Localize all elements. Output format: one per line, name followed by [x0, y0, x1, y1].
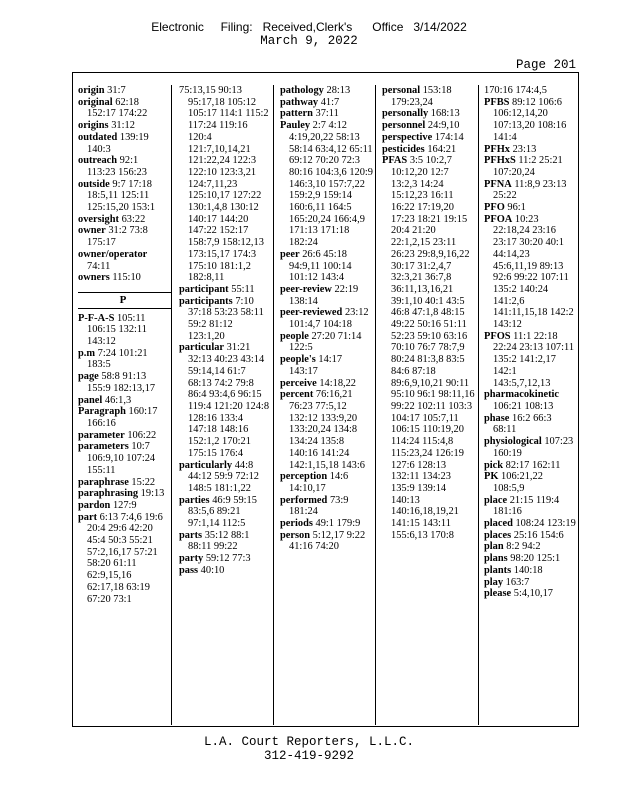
index-term: personal: [382, 85, 421, 96]
index-term: PFNA: [484, 178, 512, 190]
index-term: people: [280, 330, 309, 342]
index-entry: [179, 284, 271, 296]
index-entry: [484, 202, 576, 214]
index-term: pass: [179, 564, 199, 576]
index-term: percent: [280, 389, 314, 401]
index-column-1: [78, 85, 172, 725]
index-term: PK: [484, 471, 499, 483]
index-entry: [382, 108, 476, 120]
index-entry: [78, 249, 169, 272]
index-term: pharmacokinetic: [484, 389, 560, 401]
index-references: 62:18 152:17 174:22: [87, 96, 148, 120]
index-term: perceive: [280, 377, 317, 389]
index-references: 19:13: [140, 488, 165, 500]
index-term: pick: [484, 459, 504, 471]
index-references: 23:13: [512, 143, 537, 155]
index-references: 11:8,9 23:13 25:22: [493, 178, 567, 202]
index-references: 11:1 22:18 22:24 23:13 107:11 135:2 141:2,17 142:1 143:5,7,12,13: [493, 330, 575, 389]
index-term: outreach: [78, 155, 118, 167]
index-term: perspective: [382, 131, 433, 143]
index-entry: [78, 214, 169, 226]
index-entry: [484, 460, 576, 472]
transcript-date: March 9, 2022: [260, 34, 358, 48]
index-references: 140:18: [513, 564, 543, 576]
index-term: people's: [280, 354, 316, 366]
index-term: origin: [78, 85, 105, 96]
index-references: 41:7: [320, 96, 340, 108]
index-term: plants: [484, 564, 512, 576]
index-references: 44:8 44:12 59:9 72:12 148:5 181:1,22: [188, 459, 260, 494]
index-term: participant: [179, 283, 229, 295]
index-term: parameter: [78, 429, 125, 441]
index-references: 46:9 59:15 83:5,6 89:21 97:1,14 112:5: [188, 494, 257, 530]
index-entry: [484, 85, 576, 97]
index-entry: [179, 553, 271, 565]
index-term: person: [280, 529, 311, 541]
index-term: plan: [484, 541, 504, 553]
index-references: 14:6 14:10,17: [289, 471, 349, 494]
index-references: 76:16,21 76:23 77:5,12 132:12 133:9,20 133:20,24 134:8 134:24 135:8 140:16 141:24 142:1,15,18 143:6: [289, 389, 365, 471]
index-term: PFBS: [484, 96, 510, 108]
index-entry: [280, 530, 373, 553]
index-term: owner/operator: [78, 248, 148, 260]
index-term: play: [484, 576, 504, 588]
index-references: 108:24 123:19: [515, 518, 576, 530]
index-entry: [179, 342, 271, 459]
index-entry: [280, 97, 373, 109]
index-entry: [78, 406, 169, 429]
index-entry: [280, 85, 373, 97]
index-term: paraphrasing: [78, 488, 139, 500]
index-references: 164:21: [427, 143, 457, 155]
page-number: Page 201: [515, 58, 576, 72]
index-references: 37:11: [315, 108, 339, 120]
index-entry: [179, 85, 271, 284]
index-entry: [484, 214, 576, 331]
index-column-2: [179, 85, 274, 725]
index-term: Pauley: [280, 120, 311, 132]
index-references: 73:9 181:24: [289, 494, 349, 518]
index-entry: [382, 120, 476, 132]
index-term: peer: [280, 248, 300, 260]
index-term: participants: [179, 295, 233, 307]
index-references: 31:2 73:8 175:17: [87, 225, 148, 249]
index-entry: [78, 441, 169, 476]
index-column-5: [484, 85, 576, 725]
reporter-footer: [0, 735, 618, 763]
index-references: 127:9: [112, 499, 137, 511]
index-term: peer-review: [280, 283, 332, 295]
index-references: 14:17 143:17: [289, 354, 343, 377]
index-entry: [78, 500, 169, 512]
index-references: 59:12 77:3: [205, 553, 251, 565]
index-entry: [78, 395, 169, 407]
index-term: please: [484, 588, 512, 600]
index-entry: [78, 225, 169, 248]
index-entry: [280, 331, 373, 354]
index-references: 31:7: [107, 85, 126, 96]
index-references: 2:7 4:12 4:19,20,22 58:13 58:14 63:4,12 65:11 69:12 70:20 72:3 80:16 104:3,6 120:9 146:3,10 157:7,22 159:2,9 159:14 160:6,11 164:5 165:20,24 166:4,9 171:13 171:18 182:24: [289, 120, 373, 249]
index-term: page: [78, 371, 99, 383]
index-term: owners: [78, 272, 110, 284]
index-term: pesticides: [382, 143, 425, 155]
index-term: PFOS: [484, 330, 511, 342]
index-entry: [280, 471, 373, 494]
index-references: 28:13: [326, 85, 351, 96]
index-entry: [484, 541, 576, 553]
index-entry: [280, 284, 373, 307]
index-references: 160:17 166:16: [87, 406, 158, 429]
index-references: 8:2 94:2: [506, 541, 541, 553]
index-references: 105:11 106:15 132:11 143:12: [87, 312, 147, 348]
index-references: 89:12 106:6 106:12,14,20 107:13,20 108:16 141:4: [493, 96, 567, 143]
index-entry: [280, 354, 373, 377]
index-entry: [484, 413, 576, 436]
index-term: PFOA: [484, 213, 513, 225]
index-term: parts: [179, 529, 203, 541]
index-term: PFAS: [382, 155, 408, 167]
index-references: 168:13: [430, 108, 460, 120]
index-term: oversight: [78, 213, 119, 225]
index-references: 55:11: [231, 283, 255, 295]
index-entry: [382, 155, 476, 541]
index-term: place: [484, 494, 508, 506]
index-references: 139:19 140:3: [87, 131, 149, 155]
index-entry: [280, 378, 373, 390]
index-entry: [280, 495, 373, 518]
index-entry: [78, 348, 169, 371]
index-entry: [78, 97, 169, 120]
index-term: PFO: [484, 202, 505, 214]
index-term: parameters: [78, 441, 129, 453]
index-entry: [78, 272, 169, 284]
index-entry: [78, 179, 169, 214]
index-term: pattern: [280, 108, 313, 120]
index-references: 31:12: [111, 120, 135, 132]
index-references: 170:16 174:4,5: [484, 85, 547, 96]
index-term: PFHxS: [484, 155, 516, 167]
index-term: parties: [179, 494, 210, 506]
index-entry: [484, 518, 576, 530]
index-references: 3:5 10:2,7 10:12,20 12:7 13:2,3 14:24 15:12,23 16:11 16:22 17:19,20 17:23 18:21 19:15 20:4 21:20 22:1,2,15 23:11 26:23 29:8,9,16,22 30:17 31:2,4,7 32:3,21 36:7,8 36:11,13,16,21 39:1,10 40:1 43:5 46:8 47:1,8 48:15 49:22 50:16 51:11 52:23 59:10 63:16 70:10 76:7 78:7,9 80:24 81:3,8 83:5 84:6 87:18 89:6,9,10,21 90:11 95:10 96:1 98:11,16 99:22 102:11 103:3 104:17 105:7,11 106:15 110:19,20 114:24 115:4,8 115:23,24 126:19 127:6 128:13 132:11 134:23 135:9 139:14 140:13 140:16,18,19,21 141:15 143:11 155:6,13 170:8: [391, 155, 475, 541]
index-references: 22:19 138:14: [289, 283, 359, 307]
index-entry: [78, 488, 169, 500]
index-term: outside: [78, 178, 110, 190]
index-entry: [78, 132, 169, 155]
index-term: plans: [484, 553, 508, 565]
index-entry: [179, 565, 271, 577]
index-references: 24:9,10: [427, 120, 460, 132]
index-term: panel: [78, 394, 103, 406]
index-column-3: [280, 85, 376, 725]
index-references: 98:20 125:1: [510, 553, 561, 565]
index-references: 6:13 7:4,6 19:6 20:4 29:6 42:20 45:4 50:3 55:21 57:2,16,17 57:21 58:20 61:11 62:9,15,16 62:17,18 63:19 67:20 73:1: [87, 511, 163, 605]
index-references: 106:21,22 108:5,9: [493, 471, 543, 494]
index-references: 58:8 91:13 155:9 182:13,17: [87, 371, 156, 394]
index-references: 163:7: [505, 576, 530, 588]
index-entry: [280, 307, 373, 330]
index-references: 82:17 162:11: [505, 459, 561, 471]
index-references: 16:2 66:3 68:11: [493, 412, 552, 436]
index-term: pathology: [280, 85, 324, 96]
index-term: PFHx: [484, 143, 510, 155]
index-term: physiological: [484, 436, 542, 448]
index-references: 11:2 25:21 107:20,24: [493, 155, 563, 178]
index-column-4: [382, 85, 479, 725]
index-entry: [78, 120, 169, 132]
index-term: places: [484, 529, 512, 541]
index-references: 49:1 179:9: [315, 518, 361, 530]
index-references: 35:12 88:1 88:11 99:22: [188, 529, 250, 553]
index-term: particular: [179, 342, 225, 354]
index-references: 153:18 179:23,24: [391, 85, 452, 108]
index-term: pardon: [78, 499, 111, 511]
index-entry: [382, 144, 476, 156]
index-entry: [484, 565, 576, 577]
index-references: 46:1,3: [104, 394, 132, 406]
index-references: 63:22: [121, 213, 146, 225]
index-term: personnel: [382, 120, 426, 132]
index-frame: [72, 72, 579, 727]
index-entry: [484, 436, 576, 459]
index-entry: [484, 588, 576, 600]
index-entry: [484, 144, 576, 156]
index-references: 10:23 22:18,24 23:16 23:17 30:20 40:1 44:14,23 45:6,11,19 89:13 92:6 99:22 107:11 135:2 140:24 141:2,6 141:11,15,18 142:2 143:12: [493, 213, 574, 331]
index-entry: [484, 331, 576, 390]
index-references: 9:7 17:18 18:5,11 125:11 125:15,20 153:1: [87, 178, 156, 214]
index-entry: [78, 85, 169, 97]
index-entry: [78, 430, 169, 442]
index-entry: [78, 313, 169, 348]
index-term: paraphrase: [78, 476, 129, 488]
index-entry: [280, 108, 373, 120]
index-references: 96:1: [507, 202, 526, 214]
index-term: performed: [280, 494, 328, 506]
index-term: personally: [382, 108, 429, 120]
index-references: 7:10 37:18 53:23 58:11 59:2 81:12 123:1,20: [188, 295, 264, 342]
index-references: 106:22: [127, 429, 157, 441]
index-references: 115:10: [112, 272, 141, 284]
filing-stamp: Electronic Filing: Received,Clerk's Office 3/14/2022: [151, 20, 467, 34]
index-entry: [382, 85, 476, 108]
index-references: 15:22: [131, 476, 156, 488]
index-term: peer-reviewed: [280, 307, 343, 319]
index-references: 10:7 106:9,10 107:24 155:11: [87, 441, 156, 476]
index-entry: [484, 471, 576, 494]
index-entry: [280, 518, 373, 530]
index-entry: [280, 249, 373, 284]
index-entry: [484, 97, 576, 144]
index-entry: [280, 120, 373, 249]
index-references: 74:11: [87, 260, 111, 272]
index-term: original: [78, 96, 113, 108]
index-entry: [484, 389, 576, 412]
index-references: 107:23 160:19: [493, 436, 574, 459]
index-entry: [78, 512, 169, 606]
index-term: owner: [78, 225, 106, 237]
index-term: p.m: [78, 347, 96, 359]
index-references: 40:10: [200, 564, 225, 576]
index-term: Paragraph: [78, 406, 126, 418]
index-term: party: [179, 553, 204, 565]
index-references: 75:13,15 90:13 95:17,18 105:12 105:17 114:1 115:2 117:24 119:16 120:4 121:7,10,14,21 121:22,24 122:3 122:10 123:3,21 124:7,11,23 125:10,17 127:22 130:1,4,8 130:12 140:17 144:20 147:22 152:17 158:7,9 158:12,13 173:15,17 174:3 175:10 181:1,2 182:8,11: [179, 85, 269, 284]
index-term: phase: [484, 412, 510, 424]
index-references: 21:15 119:4 181:16: [493, 494, 560, 518]
index-entry: [484, 577, 576, 589]
reporter-phone: 312-419-9292: [263, 749, 354, 763]
index-references: 106:21 108:13: [493, 400, 554, 412]
index-entry: [78, 371, 169, 394]
index-entry: [179, 530, 271, 553]
index-entry: [78, 477, 169, 489]
index-term: origins: [78, 120, 109, 132]
index-entry: [484, 155, 576, 178]
index-term: periods: [280, 518, 313, 530]
index-references: 5:4,10,17: [513, 588, 554, 600]
index-term: placed: [484, 518, 513, 530]
index-entry: [179, 460, 271, 495]
index-entry: [382, 132, 476, 144]
filing-header: [0, 20, 618, 48]
index-term: P-F-A-S: [78, 312, 115, 324]
index-term: part: [78, 511, 98, 523]
index-entry: [179, 296, 271, 343]
index-entry: [484, 495, 576, 518]
index-entry: [280, 389, 373, 471]
index-references: 26:6 45:18 94:9,11 100:14 101:12 143:4: [289, 248, 352, 284]
index-section-letter: P: [78, 292, 172, 309]
index-references: 174:14: [434, 131, 464, 143]
index-references: 23:12 101:4,7 104:18: [289, 307, 369, 331]
index-references: 14:18,22: [319, 377, 357, 389]
index-entry: [484, 553, 576, 565]
index-references: 92:1 113:23 156:23: [87, 155, 147, 178]
index-term: perception: [280, 471, 328, 483]
index-entry: [179, 495, 271, 530]
index-term: outdated: [78, 131, 118, 143]
index-references: 25:16 154:6: [513, 529, 564, 541]
index-term: particularly: [179, 459, 233, 471]
index-references: 7:24 101:21 183:5: [87, 347, 148, 371]
index-references: 31:21 32:13 40:23 43:14 59:14,14 61:7 68:13 74:2 79:8 86:4 93:4,6 96:15 119:4 121:20 124:8 128:16 133:4 147:18 148:16 152:1,2 170:21 175:15 176:4: [188, 342, 270, 459]
index-references: 27:20 71:14 122:5: [289, 330, 362, 354]
index-entry: [78, 155, 169, 178]
reporter-company: L.A. Court Reporters, L.L.C.: [203, 735, 415, 749]
index-references: 5:12,17 9:22 41:16 74:20: [289, 529, 366, 553]
index-entry: [484, 530, 576, 542]
index-term: pathway: [280, 96, 319, 108]
index-entry: [484, 179, 576, 202]
